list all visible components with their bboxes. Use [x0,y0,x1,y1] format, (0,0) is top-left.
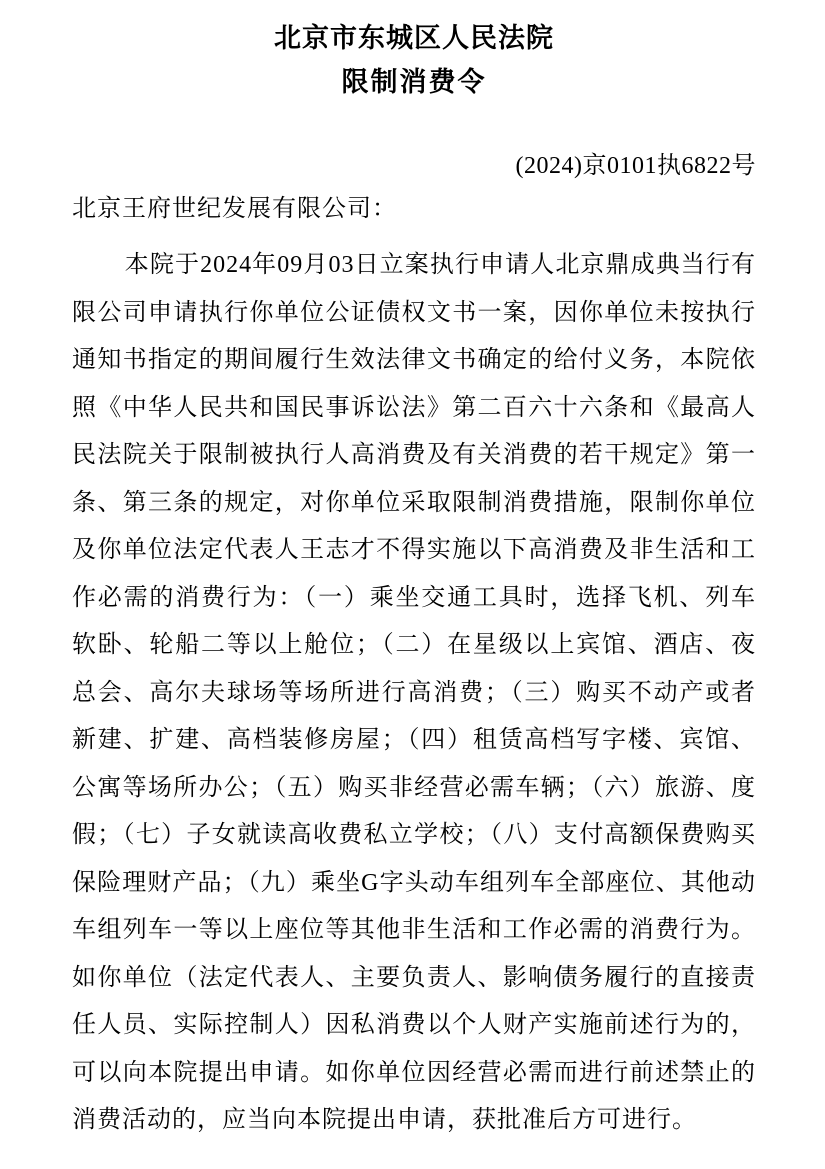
case-number: (2024)京0101执6822号 [515,153,756,179]
court-name: 北京市东城区人民法院 [274,23,554,53]
addressee: 北京王府世纪发展有限公司： [72,196,397,222]
document-title: 限制消费令 [341,67,487,97]
body-paragraph: 本院于2024年09月03日立案执行申请人北京鼎成典当行有限公司申请执行你单位公证债权文书一案，因你单位未按执行通知书指定的期间履行生效法律文书确定的给付义务，本院依照《中华人民共和国民事诉讼法》第二百六十六条和《最高人民法院关于限制被执行人高消费及有关消费的若干规定》第一条、第三条的规定，对你单位采取限制消费措施，限制你单位及你单位法定代表人王志才不得实施以下高消费及非生活和工作必需的消费行为：（一）乘坐交通工具时，选择飞机、列车软卧、轮船二等以上舱位；（二）在星级以上宾馆、酒店、夜总会、高尔夫球场等场所进行高消费；（三）购买不动产或者新建、扩建、高档装修房屋；（四）租赁高档写字楼、宾馆、公寓等场所办公；（五）购买非经营必需车辆；（六）旅游、度假；（七）子女就读高收费私立学校；（八）支付高额保费购买保险理财产品；（九）乘坐G字头动车组列车全部座位、其他动车组列车一等以上座位等其他非生活和工作必需的消费行为。如你单位（法定代表人、主要负责人、影响债务履行的直接责任人员、实际控制人）因私消费以个人财产实施前述行为的，可以向本院提出申请。如你单位因经营必需而进行前述禁止的消费活动的，应当向本院提出申请，获批准后方可进行。 [72,252,756,1133]
